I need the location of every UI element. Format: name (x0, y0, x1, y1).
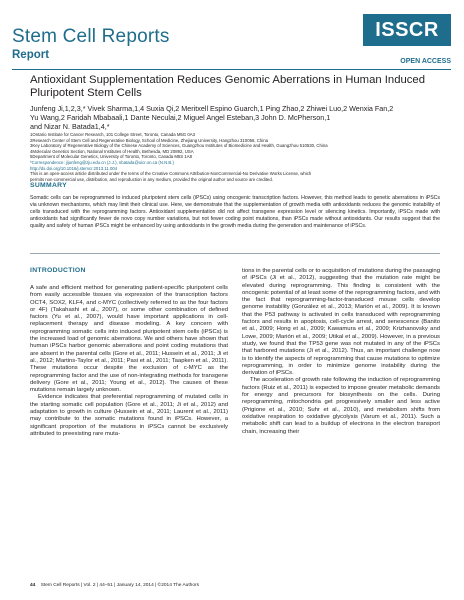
affiliation: 2Research Center of Stem Cell and Regenerative Biology, School of Medicine, Zhejiang University, Hangzhou 310058, China (30, 137, 268, 143)
affiliation: 1Ontario Institute for Cancer Research, 101 College Street, Toronto, Canada M5G 0A3 (30, 132, 195, 137)
section-divider (30, 253, 440, 254)
author-line: Junfeng Ji,1,2,3,* Vivek Sharma,1,4 Suxia Qi,2 Meritxell Espino Guarch,1 Ping Zhao,2 Zhiwei Luo,2 Wenxia Fan,2 (30, 104, 394, 113)
doi-link[interactable]: http://dx.doi.org/10.1016/j.stemcr.2013.11.004 (30, 165, 118, 171)
summary-heading: SUMMARY (30, 182, 67, 189)
paragraph: A safe and efficient method for generating patient-specific pluripotent cells from easily accessible tissues via expression of the transcription factors OCT4, SOX2, KLF4, and c-MYC (collectively referred to as the four factors or 4F) (Takahashi et al., 2007), or some other combination of defined factors (Yu et al., 2007), would have important applications in cell-replacement therapy and disease modeling. A key concern with reprogramming somatic cells into induced pluripotent stem cells (iPSCs) is the increased load of genomic aberrations. We and others have shown that human iPSCs harbor genomic aberrations and point coding mutations that are absent in the parental cells (Gore et al., 2011; Hussein et al., 2011; Ji et al., 2012; Martins-Taylor et al., 2011; Pasi et al., 2011; Taapken et al., 2011). These mutations occur despite the exclusion of c-MYC as the reprogramming factor and the use of non-integrating methods for transgene delivery (Gore et al., 2011; Young et al., 2012). The causes of these mutations remain largely unknown. (30, 285, 228, 394)
paragraph: The acceleration of growth rate following the induction of reprogramming factors (Ruiz et al., 2011) is expected to impose greater metabolic demands for energy and precursors for biosynthesis on the cells. During reprogramming, mitochondria get progressively smaller and less active (Prigione et al., 2010; Suhr et al., 2010), and metabolism shifts from oxidative respiration to oxidative glycolysis (Varum et al., 2011). Such a metabolic shift can lead to a buildup of electrons in the electron transport chain, increasing their (242, 377, 440, 435)
right-column (242, 268, 440, 436)
affiliation: 4Molecular Genetics Section, National Institutes of Health, Bethesda, MD 20892, USA (30, 148, 194, 154)
affiliations (30, 132, 440, 182)
article-title: Antioxidant Supplementation Reduces Genomic Aberrations in Human Induced Pluripotent Stem Cells (30, 74, 425, 99)
page-footer (30, 583, 199, 588)
license-note: This is an open-access article distributed under the terms of the Creative Commons Attribution-NonCommercial-No Derivative Works License, which (30, 171, 312, 177)
left-column (30, 285, 228, 438)
author-list (30, 104, 440, 131)
introduction-heading: INTRODUCTION (30, 267, 86, 274)
license-note: permits non-commercial use, distribution, and reproduction in any medium, provided the original author and source are credited. (30, 176, 273, 182)
paragraph: Evidence indicates that preferential reprogramming of mutated cells in the starting somatic cell population (Gore et al., 2011; Ji et al., 2012) and adaptation to growth in culture (Hussein et al., 2011; Laurent et al., 2011) may contribute to the somatic mutations found in iPSCs. However, a significant proportion of the mutations in iPSCs cannot be exclusively attributed to preexisting rare muta- (30, 394, 228, 437)
author-line: Yu Wang,2 Faridah Mbabaali,1 Dante Neculai,2 Miguel Angel Esteban,3 John D. McPherson,1 (30, 113, 331, 122)
header-divider (12, 60, 451, 70)
page-number: 44 (30, 583, 36, 588)
open-access-badge: OPEN ACCESS (395, 58, 451, 65)
footer-citation: Stem Cell Reports | Vol. 2 | 44–51 | January 14, 2014 | ©2014 The Authors (40, 583, 199, 588)
correspondence[interactable]: *Correspondence: jijunfeng@zju.edu.cn (J.J.), nbatada@oicr.on.ca (N.N.B.) (30, 159, 174, 165)
isscr-logo[interactable]: ISSCR (363, 14, 451, 46)
affiliation: 3Key Laboratory of Regenerative Biology of the Chinese Academy of Sciences, Guangzhou Institutes of Biomedicine and Health, Guangzhou 510530, China (30, 143, 328, 149)
paragraph: tions in the parental cells or to acquisition of mutations during the passaging of iPSCs (Ji et al., 2012), suggesting that the mutation rate might be elevated during reprogramming. This finding is consistent with the oncogenic potential of at least some of the reprogramming factors, and with the fact that reprogramming-factor-transduced mouse cells develop genome instability (González et al., 2013; Marión et al., 2009). It is known that the P53 pathway is activated in cells transduced with reprogramming factors and results in apoptosis, cell-cycle arrest, and senescence (Banito et al., 2009; Hong et al., 2009; Kawamura et al., 2009; Krizhanovsky and Lowe, 2009; Marión et al., 2009; Utikal et al., 2009). However, in a previous study, we found that the TP53 gene was not mutated in any of the iPSCs that harbored mutations (Ji et al., 2012). Thus, an important challenge now is to identify the aspects of reprogramming that cause mutations to optimize reprogramming, in order to minimize genome instability during the derivation of iPSCs. (242, 268, 440, 377)
author-line: and Nizar N. Batada1,4,* (30, 122, 110, 131)
article-type: Report (12, 49, 50, 61)
summary-text: Somatic cells can be reprogrammed to induced pluripotent stem cells (iPSCs) using oncogenic transcription factors. However, this method leads to genetic aberrations in iPSCs via unknown mechanisms, which may limit their clinical use. Here, we demonstrate that the supplementation of growth media with antioxidants reduces the genomic instability of cells transduced with the reprogramming factors. Antioxidant supplementation did not affect transgene expression level or silencing kinetics. Importantly, iPSCs made with antioxidants had significantly fewer de novo copy number variations, but not fewer coding point mutations, than iPSCs made without antioxidants. Our results suggest that the quality and safety of human iPSCs might be enhanced by using antioxidants in the growth media during the generation and maintenance of iPSCs. (30, 195, 440, 230)
journal-name[interactable]: Stem Cell Reports (12, 26, 170, 47)
affiliation: 5Department of Molecular Genetics, University of Toronto, Toronto, Canada M5S 1A8 (30, 154, 193, 160)
